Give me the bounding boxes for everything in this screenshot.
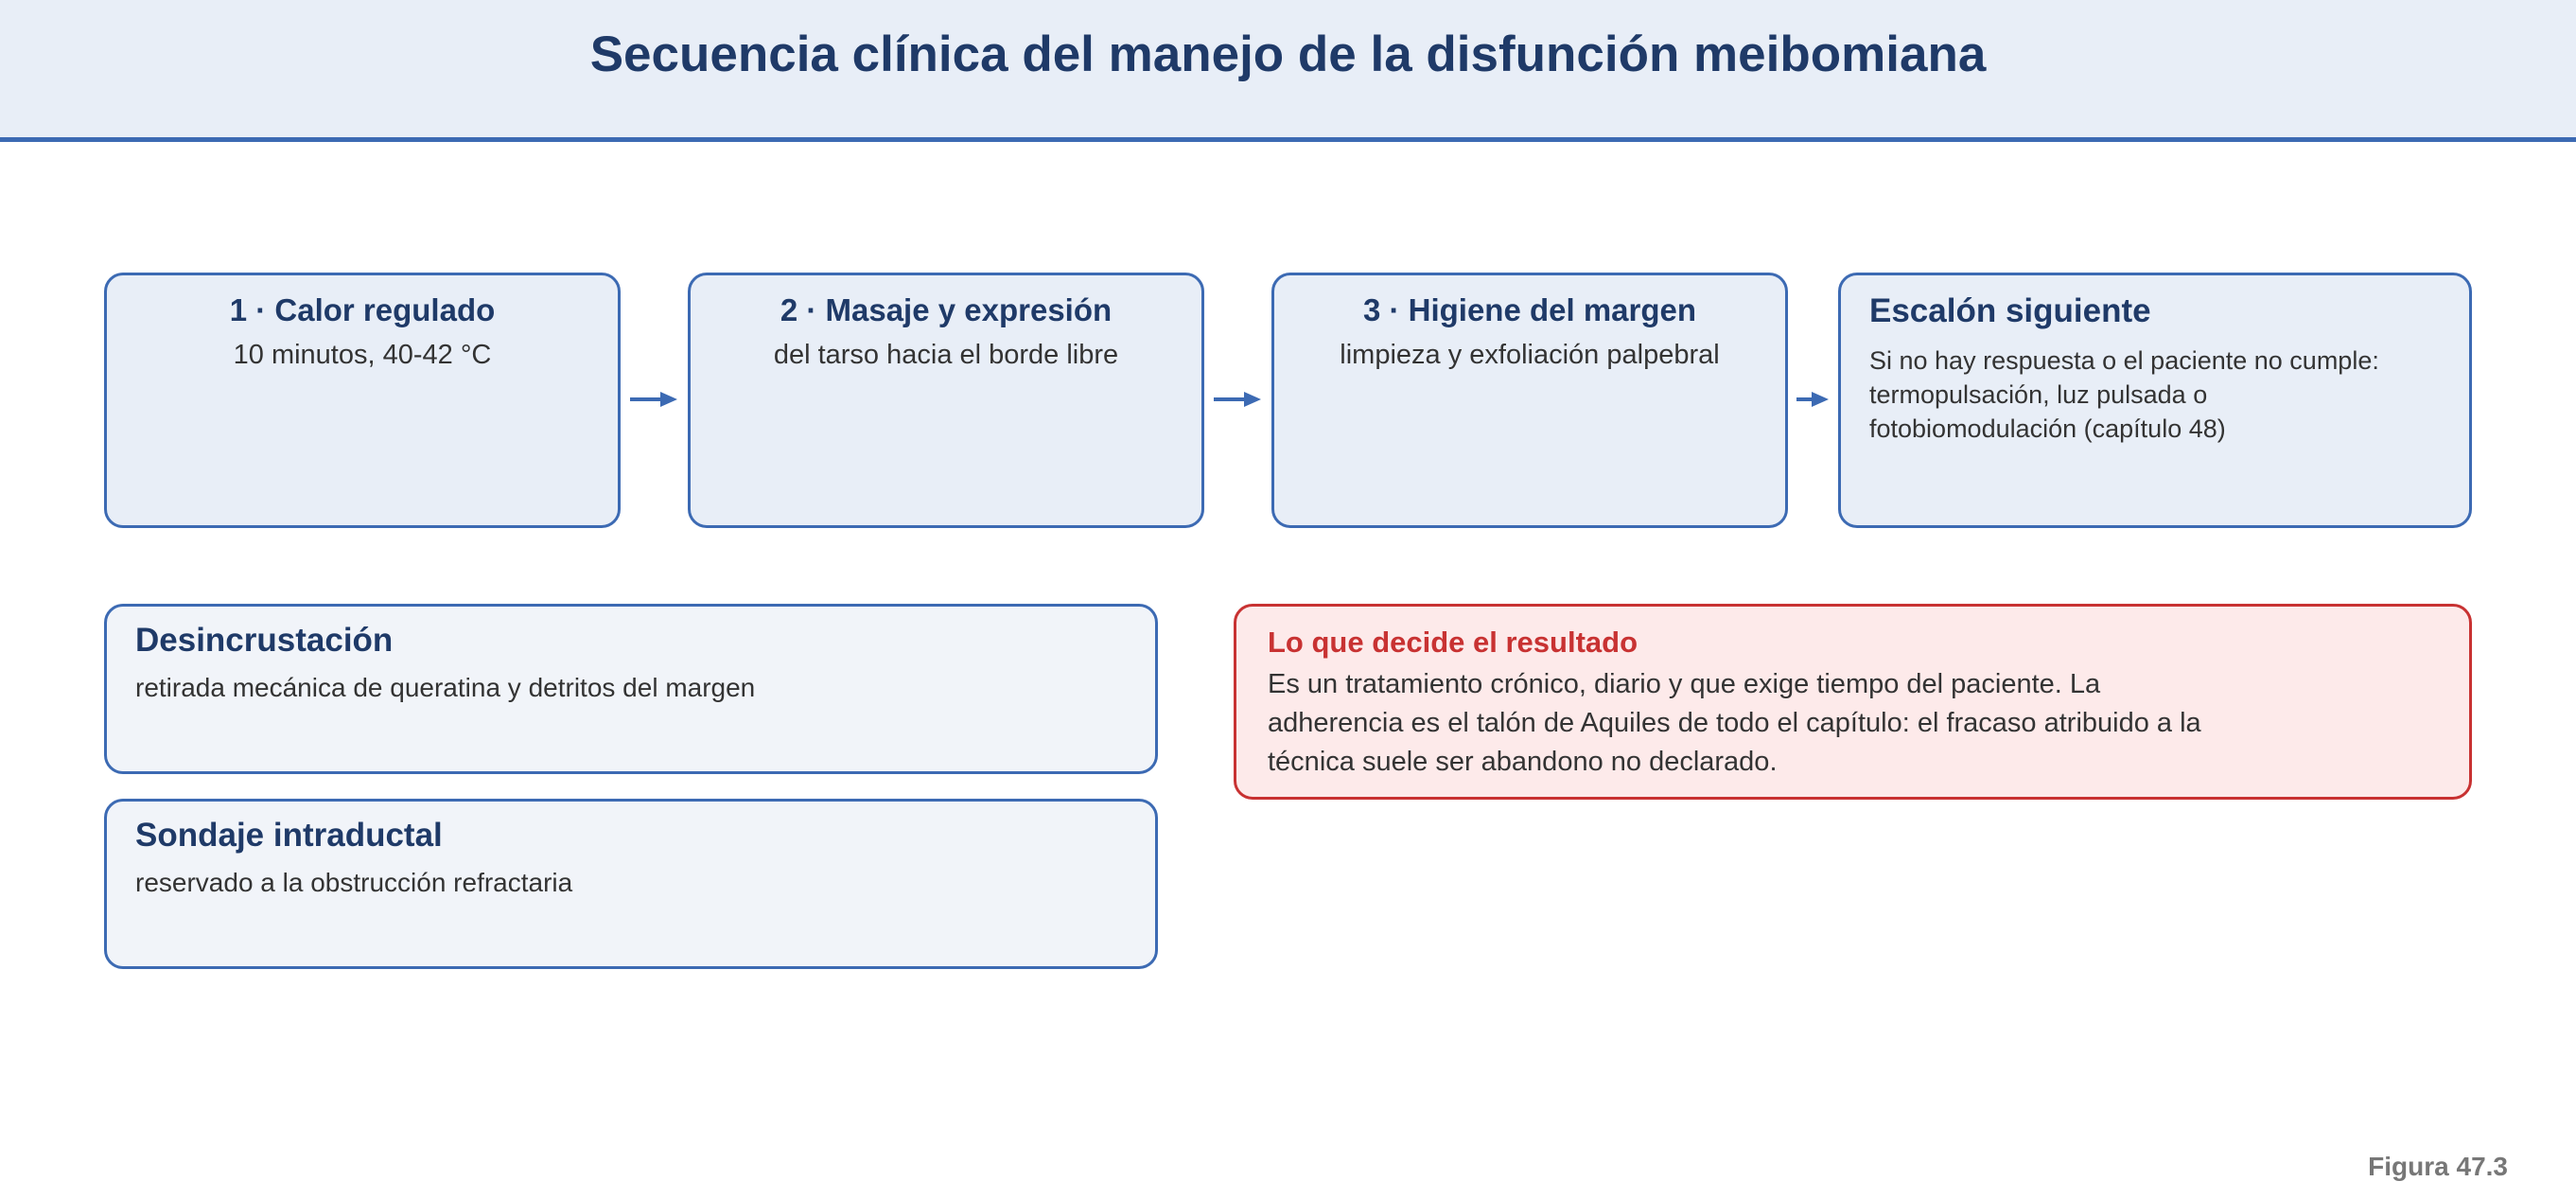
step-2-heading: 2 · Masaje y expresión [780,292,1113,327]
arrow-right-icon [1212,388,1265,411]
desincrustacion-text: retirada mecánica de queratina y detritos del margen [135,673,756,702]
desincrustacion-box [104,604,1158,774]
step-3-text: limpieza y exfoliación palpebral [1340,340,1720,370]
next-step-box [1838,273,2472,528]
step-3-box [1271,273,1788,528]
sondaje-heading: Sondaje intraductal [135,817,443,854]
desincrustacion-heading: Desincrustación [135,622,394,659]
sondaje-text: reservado a la obstrucción refractaria [135,868,573,897]
outcome-text: Es un tratamiento crónico, diario y que exige tiempo del paciente. La adherencia es el talón de Aquiles de todo el capítulo: el fracaso atribuido a la técnica suele ser abandono no declarado. [1268,669,2201,777]
step-3-heading: 3 · Higiene del margen [1362,292,1697,327]
figure-label: Figura 47.3 [2368,1152,2508,1181]
arrow-right-icon [628,388,681,411]
step-1-text: 10 minutos, 40-42 °C [233,340,492,370]
step-2-text: del tarso hacia el borde libre [773,340,1119,370]
step-2-box [688,273,1204,528]
next-step-heading: Escalón siguiente [1869,292,2151,329]
header-band [0,0,2576,142]
outcome-warning-box [1234,604,2472,800]
outcome-heading: Lo que decide el resultado [1268,626,1638,659]
step-1-box [104,273,621,528]
arrow-right-icon [1795,388,1832,411]
step-1-heading: 1 · Calor regulado [229,292,496,327]
next-step-text: Si no hay respuesta o el paciente no cumple: termopulsación, luz pulsada o fotobiomodulación (capítulo 48) [1869,346,2379,443]
sondaje-box [104,799,1158,969]
page-title: Secuencia clínica del manejo de la disfunción meibomiana [589,26,1987,82]
